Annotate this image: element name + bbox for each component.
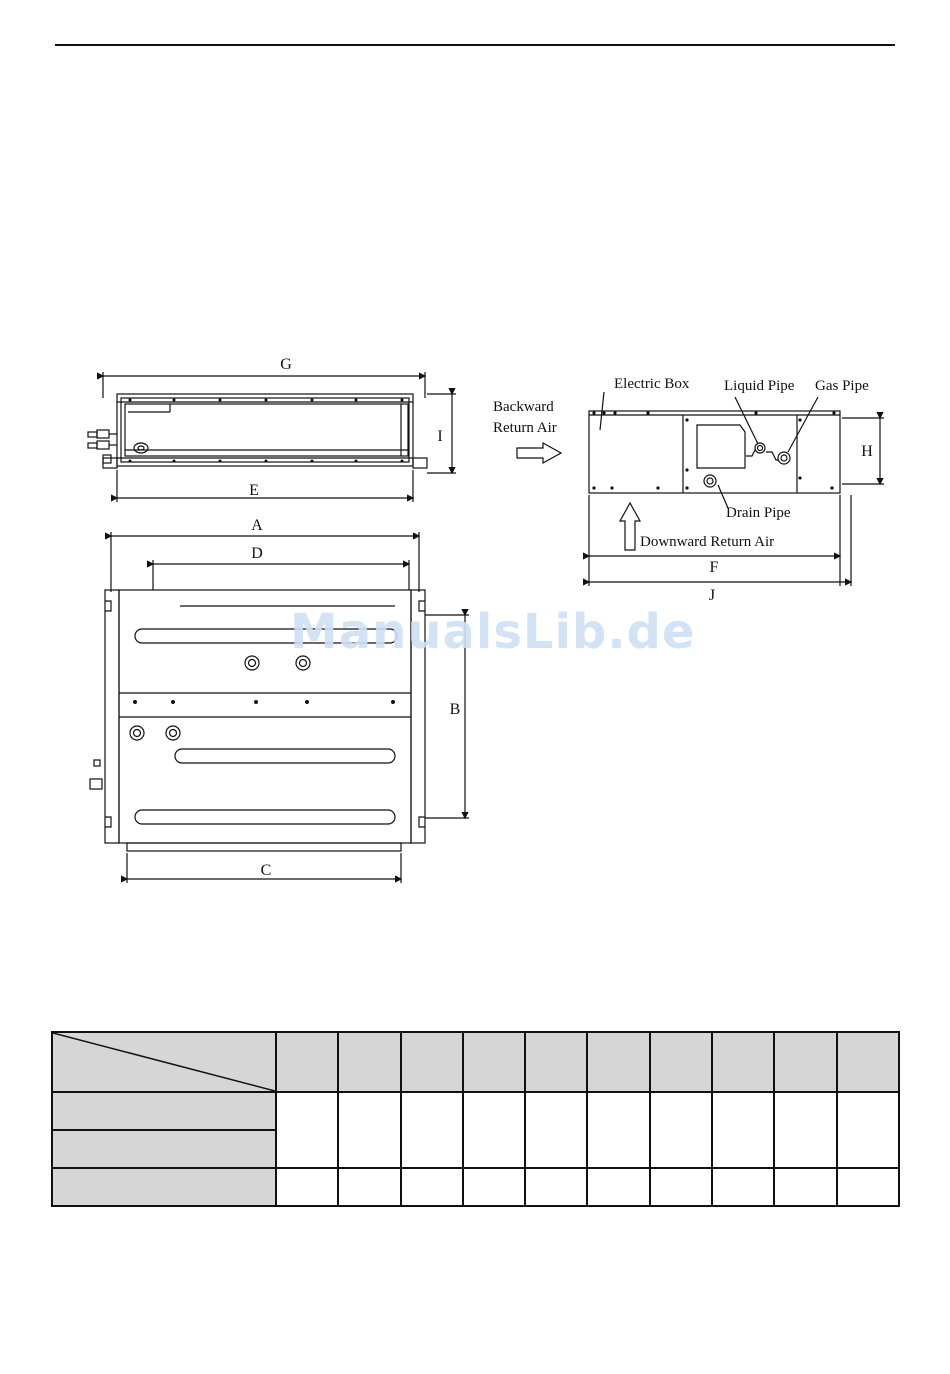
table-cell xyxy=(525,1092,587,1168)
dim-label-c: C xyxy=(260,862,272,879)
table-cell xyxy=(276,1092,338,1168)
table-cell xyxy=(338,1092,400,1168)
label-electric-box: Electric Box xyxy=(614,376,690,392)
row-label xyxy=(52,1092,276,1130)
table-cell xyxy=(587,1092,649,1168)
dim-label-f: F xyxy=(709,559,719,576)
column-header xyxy=(525,1032,587,1092)
table-cell xyxy=(837,1168,899,1206)
table-cell xyxy=(463,1168,525,1206)
table-cell xyxy=(650,1168,712,1206)
column-header xyxy=(276,1032,338,1092)
spec-table xyxy=(51,1031,900,1207)
diagonal-line xyxy=(53,1033,275,1091)
table-cell xyxy=(774,1168,836,1206)
column-header xyxy=(837,1032,899,1092)
table-cell xyxy=(837,1092,899,1168)
table-cell xyxy=(401,1092,463,1168)
label-backward: Backward xyxy=(493,399,554,415)
table-cell xyxy=(587,1168,649,1206)
label-downward-return-air: Downward Return Air xyxy=(640,534,775,550)
table-row xyxy=(52,1092,899,1130)
table-cell xyxy=(774,1092,836,1168)
table-cell xyxy=(401,1168,463,1206)
side-view xyxy=(517,392,884,586)
column-header xyxy=(587,1032,649,1092)
dim-label-a: A xyxy=(251,517,263,534)
table-cell xyxy=(712,1168,774,1206)
row-label xyxy=(52,1168,276,1206)
dim-label-j: J xyxy=(708,587,716,604)
column-header xyxy=(338,1032,400,1092)
label-drain-pipe: Drain Pipe xyxy=(726,505,791,521)
column-header xyxy=(712,1032,774,1092)
row-label xyxy=(52,1130,276,1168)
table-cell xyxy=(463,1092,525,1168)
top-view xyxy=(90,532,469,883)
dim-label-b: B xyxy=(449,701,461,718)
dim-label-i: I xyxy=(437,428,443,445)
watermark: ManualsLib.de xyxy=(290,604,696,660)
table-cell xyxy=(525,1168,587,1206)
table-row xyxy=(52,1168,899,1206)
table-cell xyxy=(338,1168,400,1206)
column-header xyxy=(401,1032,463,1092)
dim-label-d: D xyxy=(251,545,263,562)
diagonal-header-cell xyxy=(52,1032,276,1092)
table-cell xyxy=(650,1092,712,1168)
table-header-row xyxy=(52,1032,899,1092)
label-liquid-pipe: Liquid Pipe xyxy=(724,378,795,394)
front-view xyxy=(88,372,456,502)
dim-label-e: E xyxy=(249,482,259,499)
table-cell xyxy=(276,1168,338,1206)
dim-label-h: H xyxy=(861,443,873,460)
column-header xyxy=(774,1032,836,1092)
table-cell xyxy=(712,1092,774,1168)
dim-label-g: G xyxy=(280,356,292,373)
label-gas-pipe: Gas Pipe xyxy=(815,378,869,394)
column-header xyxy=(463,1032,525,1092)
label-return-air: Return Air xyxy=(493,420,557,436)
column-header xyxy=(650,1032,712,1092)
